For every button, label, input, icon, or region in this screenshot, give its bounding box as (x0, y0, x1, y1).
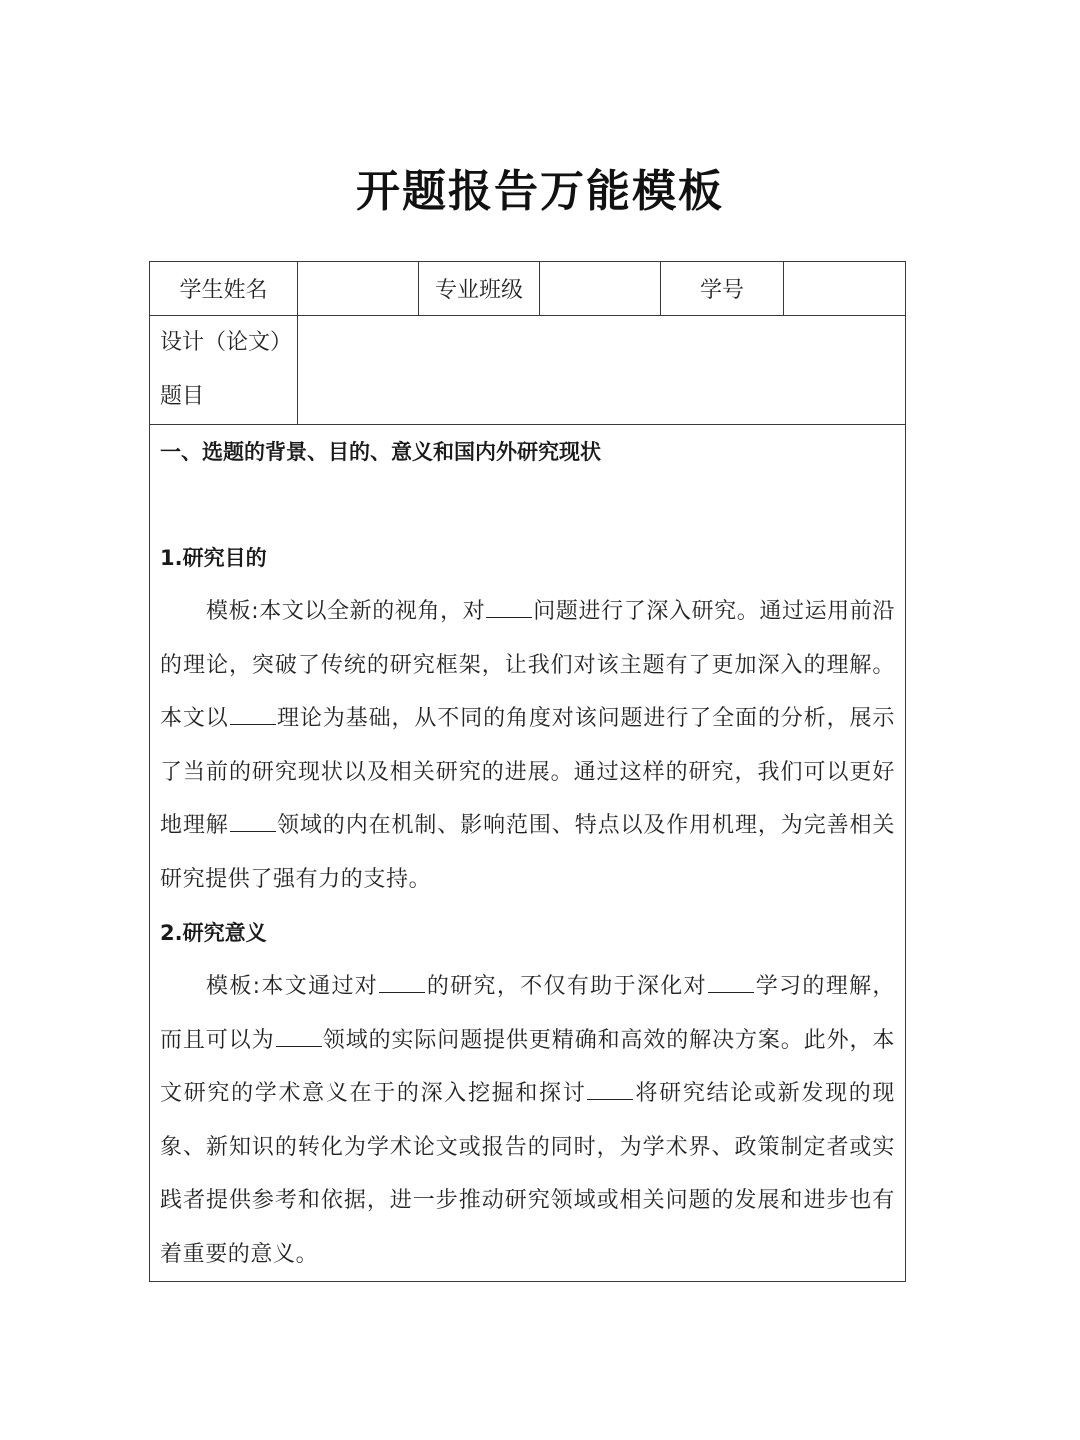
topic-label-line2: 题目 (160, 384, 205, 409)
significance-paragraph (160, 960, 895, 1281)
significance-text-1: 模板:本文通过对 (206, 974, 379, 999)
topic-row (150, 316, 906, 425)
fill-blank[interactable] (230, 704, 276, 725)
topic-label (150, 316, 298, 425)
purpose-text-2: 问题进行了深入研究。通过运用前沿的理论，突破了传统的研究框架，让我们对该主题有了更加深入的理解。本文以 (160, 599, 895, 731)
content-cell (150, 425, 906, 1282)
significance-text-2: 的研究，不仅有助于深化对 (426, 974, 707, 999)
document-title: 开题报告万能模板 (356, 166, 724, 217)
fill-blank[interactable] (276, 1026, 322, 1047)
purpose-text-1: 模板:本文以全新的视角，对 (206, 599, 486, 624)
fill-blank[interactable] (379, 972, 425, 993)
fill-blank[interactable] (230, 811, 276, 832)
student-id-field[interactable] (784, 262, 906, 316)
section-heading-background: 一、选题的背景、目的、意义和国内外研究现状 (160, 440, 601, 464)
student-name-label: 学生姓名 (150, 262, 298, 316)
fill-blank[interactable] (486, 597, 532, 618)
purpose-text-3: 理论为基础，从不同的角度对该问题进行了全面的分析，展示了当前的研究现状以及相关研究的进展。通过这样的研究，我们可以更好地理解 (160, 706, 895, 838)
student-id-label: 学号 (661, 262, 784, 316)
blank-space (160, 479, 895, 531)
purpose-heading: 1.研究目的 (160, 546, 267, 570)
fill-blank[interactable] (708, 972, 754, 993)
student-name-field[interactable] (298, 262, 419, 316)
major-class-field[interactable] (540, 262, 661, 316)
major-class-label: 专业班级 (419, 262, 540, 316)
topic-field[interactable] (298, 316, 906, 425)
significance-text-3: 学习的理解，而且可以为 (160, 974, 896, 1053)
significance-text-4: 领域的实际问题提供更精确和高效的解决方案。此外，本文研究的学术意义在于的深入挖掘和探讨 (160, 1027, 895, 1106)
content-row (150, 425, 906, 1282)
student-info-row (150, 262, 906, 316)
purpose-paragraph (160, 585, 895, 906)
fill-blank[interactable] (587, 1079, 633, 1100)
proposal-form-table (149, 261, 906, 1282)
purpose-text-4: 领域的内在机制、影响范围、特点以及作用机理，为完善相关研究提供了强有力的支持。 (160, 813, 895, 892)
topic-label-line1: 设计（论文） (160, 330, 293, 355)
significance-heading: 2.研究意义 (160, 921, 267, 945)
significance-text-5: 将研究结论或新发现的现象、新知识的转化为学术论文或报告的同时，为学术界、政策制定者或实践者提供参考和依据，进一步推动研究领域或相关问题的发展和进步也有着重要的意义。 (160, 1081, 895, 1267)
